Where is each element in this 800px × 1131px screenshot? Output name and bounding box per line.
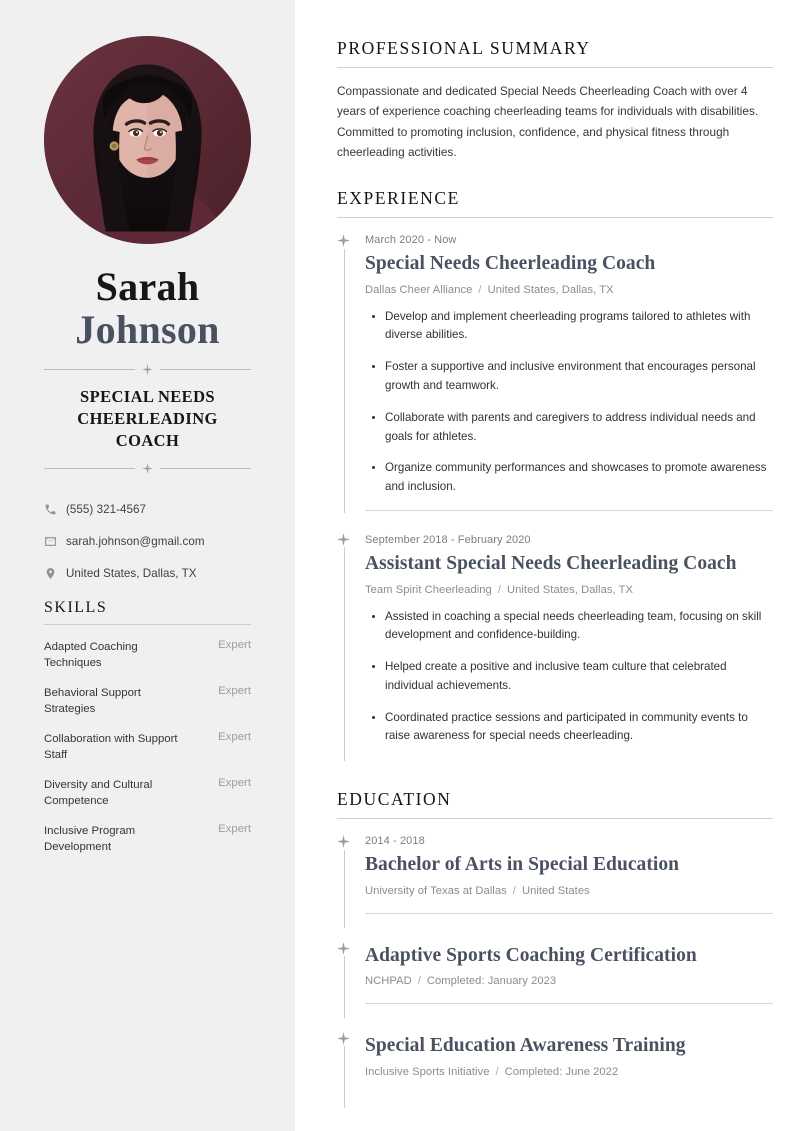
contact-item-location[interactable]: [44, 567, 251, 580]
skill-name: Behavioral Support Strategies: [44, 686, 141, 716]
experience-heading-rule: [337, 217, 773, 218]
avatar: [44, 36, 251, 244]
divider-line-left: [44, 468, 135, 469]
email-value: sarah.johnson@gmail.com: [66, 534, 205, 548]
contact-item-phone[interactable]: [44, 503, 251, 516]
education-institution: Inclusive Sports Initiative: [365, 1065, 490, 1078]
divider-line-right: [160, 468, 251, 469]
experience-location: United States, Dallas, TX: [506, 583, 634, 596]
skill-name: Adapted Coaching Techniques: [44, 640, 138, 670]
skill-item: [44, 777, 251, 810]
education-title: Bachelor of Arts in Special Education: [365, 854, 680, 876]
experience-timeline: [337, 234, 773, 761]
divider-line-left: [44, 369, 135, 370]
experience-meta: [365, 284, 773, 296]
education-section: [337, 789, 773, 1108]
education-date: 2014 - 2018: [365, 835, 425, 848]
divider-line-right: [160, 369, 251, 370]
name-block: [44, 266, 251, 475]
experience-section: [337, 188, 773, 761]
skill-item: [44, 639, 251, 672]
meta-separator: /: [478, 283, 482, 296]
education-detail: United States: [521, 884, 590, 897]
experience-title: Assistant Special Needs Cheerleading Coach: [365, 552, 737, 574]
summary-heading: PROFESSIONAL SUMMARY: [337, 38, 591, 58]
contact-item-email[interactable]: [44, 535, 251, 548]
skill-name: Diversity and Cultural Competence: [44, 778, 153, 808]
bullet-item: Develop and implement cheerleading programs tailored to athletes with diverse abilities.: [365, 308, 773, 346]
experience-heading: EXPERIENCE: [337, 188, 460, 209]
meta-separator: /: [497, 583, 501, 596]
meta-separator: /: [512, 884, 516, 897]
skill-name: Collaboration with Support Staff: [44, 732, 178, 762]
profile-photo-wrap: [44, 36, 251, 244]
portrait-illustration: [44, 36, 251, 244]
skill-level: Expert: [218, 638, 251, 651]
education-heading: EDUCATION: [337, 789, 452, 810]
headline: SPECIAL NEEDS CHEERLEADING COACH: [77, 386, 218, 450]
education-timeline: [337, 835, 773, 1108]
bullet-item: Coordinated practice sessions and participated in community events to raise awareness for special needs cheerleading.: [365, 709, 773, 747]
skills-heading: SKILLS: [44, 598, 108, 616]
timeline-line: [344, 850, 345, 928]
education-item: [365, 835, 773, 928]
timeline-line: [344, 1046, 345, 1108]
four-point-star-icon: [142, 463, 153, 474]
education-meta: [365, 1066, 773, 1078]
four-point-star-icon: [337, 533, 352, 548]
phone-value: (555) 321-4567: [66, 502, 146, 516]
education-meta: [365, 975, 773, 987]
bullet-item: Assisted in coaching a special needs cheerleading team, focusing on skill development and confidence-building.: [365, 608, 773, 646]
skill-item: [44, 823, 251, 856]
location-pin-icon: [44, 567, 66, 580]
bullet-item: Organize community performances and showcases to promote awareness and inclusion.: [365, 459, 773, 497]
education-item-divider: [365, 1003, 773, 1004]
summary-section: [337, 38, 773, 162]
bullet-item: Helped create a positive and inclusive team culture that celebrated individual achievements.: [365, 658, 773, 696]
four-point-star-icon: [337, 234, 352, 249]
education-item: [365, 1018, 773, 1108]
skill-level: Expert: [218, 776, 251, 789]
summary-text: Compassionate and dedicated Special Needs Cheerleading Coach with over 4 years of experience coaching cheerleading teams for individuals with disabilities. Committed to promoting inclusion, confidence, and physical fitness through cheerleading activities.: [337, 84, 759, 159]
experience-item: [365, 513, 773, 761]
meta-separator: /: [417, 975, 421, 988]
experience-item: [365, 234, 773, 513]
summary-heading-rule: [337, 67, 773, 68]
main-column: [295, 0, 800, 1131]
education-item-divider: [365, 913, 773, 914]
meta-separator: /: [495, 1065, 499, 1078]
education-title: Special Education Awareness Training: [365, 1035, 686, 1057]
education-item: [365, 928, 773, 1019]
experience-title: Special Needs Cheerleading Coach: [365, 253, 656, 275]
experience-date: September 2018 - February 2020: [365, 533, 531, 546]
timeline-line: [344, 956, 345, 1019]
skill-level: Expert: [218, 822, 251, 835]
experience-location: United States, Dallas, TX: [487, 283, 614, 296]
bullet-item: Foster a supportive and inclusive environment that encourages personal growth and teamwork.: [365, 358, 773, 396]
experience-bullets: [365, 308, 773, 497]
four-point-star-icon: [337, 835, 352, 850]
location-value: United States, Dallas, TX: [66, 566, 197, 580]
education-detail: Completed: June 2022: [504, 1065, 619, 1078]
four-point-star-icon: [337, 1032, 352, 1047]
education-institution: University of Texas at Dallas: [365, 884, 507, 897]
experience-bullets: [365, 608, 773, 747]
timeline-line: [344, 547, 345, 761]
last-name: Johnson: [75, 307, 220, 352]
experience-meta: [365, 584, 773, 596]
timeline-line: [344, 249, 345, 513]
education-institution: NCHPAD: [365, 975, 412, 988]
skill-item: [44, 685, 251, 718]
skill-name: Inclusive Program Development: [44, 824, 136, 854]
education-detail: Completed: January 2023: [426, 975, 557, 988]
ornament-divider-top: [44, 364, 251, 376]
skills-section: [44, 599, 251, 856]
sidebar: [0, 0, 295, 1131]
skill-level: Expert: [218, 684, 251, 697]
skill-level: Expert: [218, 730, 251, 743]
ornament-divider-bottom: [44, 463, 251, 475]
experience-company: Team Spirit Cheerleading: [365, 583, 492, 596]
phone-icon: [44, 503, 66, 516]
first-name: Sarah: [95, 264, 200, 309]
education-title: Adaptive Sports Coaching Certification: [365, 944, 697, 966]
four-point-star-icon: [142, 364, 153, 375]
bullet-item: Collaborate with parents and caregivers to address individual needs and goals for athletes.: [365, 409, 773, 447]
skills-heading-rule: [44, 624, 251, 625]
education-heading-rule: [337, 818, 773, 819]
experience-date: March 2020 - Now: [365, 234, 457, 247]
four-point-star-icon: [337, 942, 352, 957]
contact-list: [44, 503, 251, 580]
envelope-icon: [44, 535, 66, 548]
education-meta: [365, 885, 773, 897]
experience-item-divider: [365, 510, 773, 511]
skill-item: [44, 731, 251, 764]
experience-company: Dallas Cheer Alliance: [365, 283, 473, 296]
